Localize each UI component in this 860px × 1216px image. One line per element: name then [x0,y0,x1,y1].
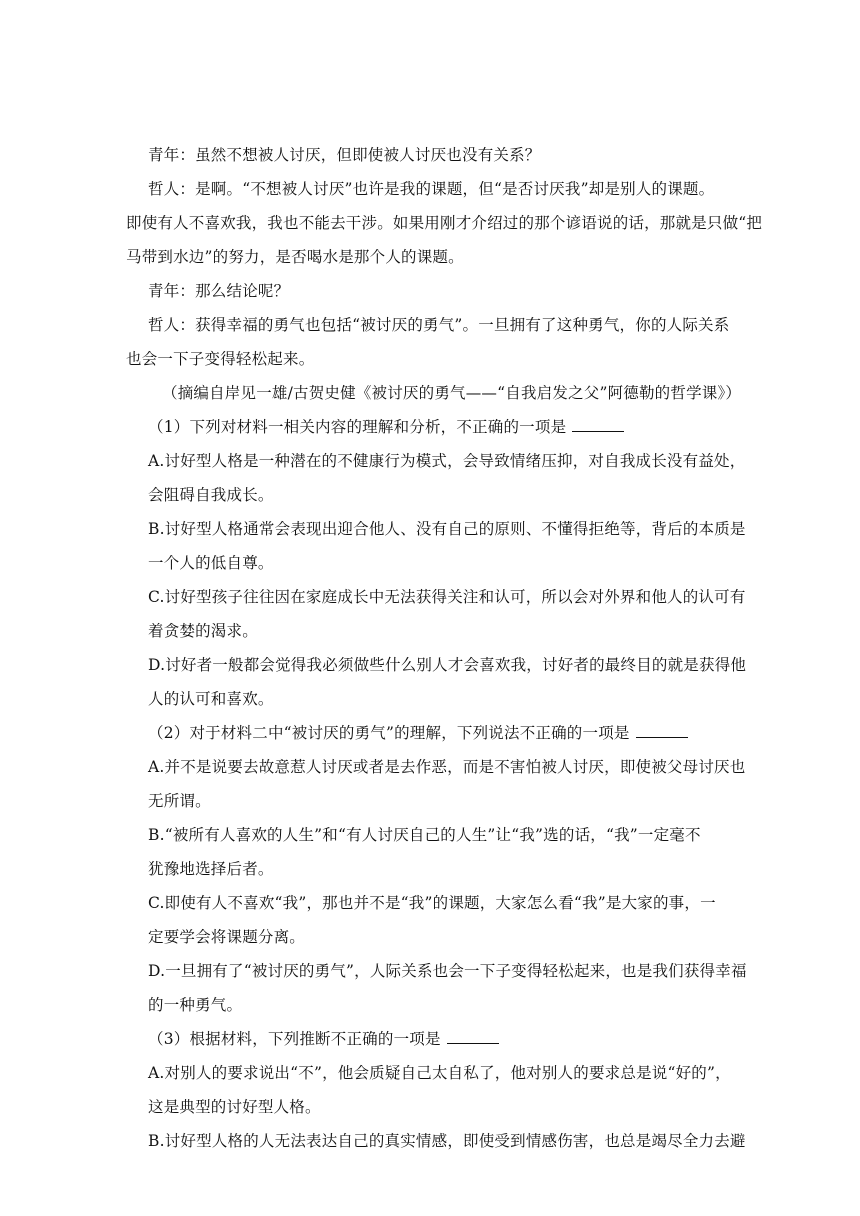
dialogue-line: 也会一下子变得轻松起来。 [126,350,315,368]
option-a: A.讨好型人格是一种潜在的不健康行为模式，会导致情绪压抑，对自我成长没有益处， [148,452,746,470]
source-citation: （摘编自岸见一雄/古贺史健《被讨厌的勇气——“自我启发之父”阿德勒的哲学课》） [162,384,742,402]
question-stem [126,410,738,444]
option-a-continued: 会阻碍自我成长。 [148,486,274,504]
option-d: D.讨好者一般都会觉得我必须做些什么别人才会喜欢我，讨好者的最终目的就是获得他 [148,656,747,674]
option-c-continued: 着贪婪的渴求。 [148,622,258,640]
dialogue-line: 哲人：获得幸福的勇气也包括“被讨厌的勇气”。一旦拥有了这种勇气，你的人际关系 [148,316,730,334]
option-c: C.讨好型孩子往往因在家庭成长中无法获得关注和认可，所以会对外界和他人的认可有 [148,588,746,606]
dialogue-line: 青年：虽然不想被人讨厌，但即使被人讨厌也没有关系？ [148,146,541,164]
dialogue-section [126,138,763,376]
option-b: B.“被所有人喜欢的人生”和“有人讨厌自己的人生”让“我”选的话，“我”一定毫不 [148,826,701,844]
option-a: A.并不是说要去故意惹人讨厌或者是去作恶，而是不害怕被人讨厌，即使被父母讨厌也 [148,758,746,776]
option-c-continued: 定要学会将课题分离。 [148,928,306,946]
answer-blank[interactable] [447,1027,499,1044]
dialogue-line: 哲人：是啊。“不想被人讨厌”也许是我的课题，但“是否讨厌我”却是别人的课题。 [148,180,715,198]
option-a-continued: 无所谓。 [148,792,211,810]
option-d: D.一旦拥有了“被讨厌的勇气”，人际关系也会一下子变得轻松起来，也是我们获得幸福 [148,962,747,980]
option-b: B.讨好型人格的人无法表达自己的真实情感，即使受到情感伤害，也总是竭尽全力去避 [148,1132,746,1150]
question-stem [126,716,738,750]
answer-blank[interactable] [572,415,624,432]
option-b-continued: 一个人的低自尊。 [148,554,274,572]
option-b: B.讨好型人格通常会表现出迎合他人、没有自己的原则、不懂得拒绝等，背后的本质是 [148,520,746,538]
question-2 [126,716,747,1022]
option-d-continued: 人的认可和喜欢。 [148,690,274,708]
option-d-continued: 的一种勇气。 [148,996,243,1014]
question-stem-text: （1）下列对材料一相关内容的理解和分析，不正确的一项是 [148,418,567,436]
dialogue-line: 青年：那么结论呢？ [148,282,290,300]
question-stem-text: （2）对于材料二中“被讨厌的勇气”的理解，下列说法不正确的一项是 [148,724,630,742]
question-stem [126,1022,738,1056]
option-a-continued: 这是典型的讨好型人格。 [148,1098,321,1116]
option-c: C.即使有人不喜欢“我”，那也并不是“我”的课题，大家怎么看“我”是大家的事，一 [148,894,716,912]
option-a: A.对别人的要求说出“不”，他会质疑自己太自私了，他对别人的要求总是说“好的”， [148,1064,731,1082]
document-content [126,138,763,1158]
question-3 [126,1022,746,1158]
question-stem-text: （3）根据材料，下列推断不正确的一项是 [148,1030,441,1048]
question-1 [126,410,747,716]
answer-blank[interactable] [636,721,688,738]
dialogue-line: 马带到水边”的努力，是否喝水是那个人的课题。 [126,248,464,266]
option-b-continued: 犹豫地选择后者。 [148,860,274,878]
dialogue-line: 即使有人不喜欢我，我也不能去干涉。如果用刚才介绍过的那个谚语说的话，那就是只做“把 [126,214,763,232]
